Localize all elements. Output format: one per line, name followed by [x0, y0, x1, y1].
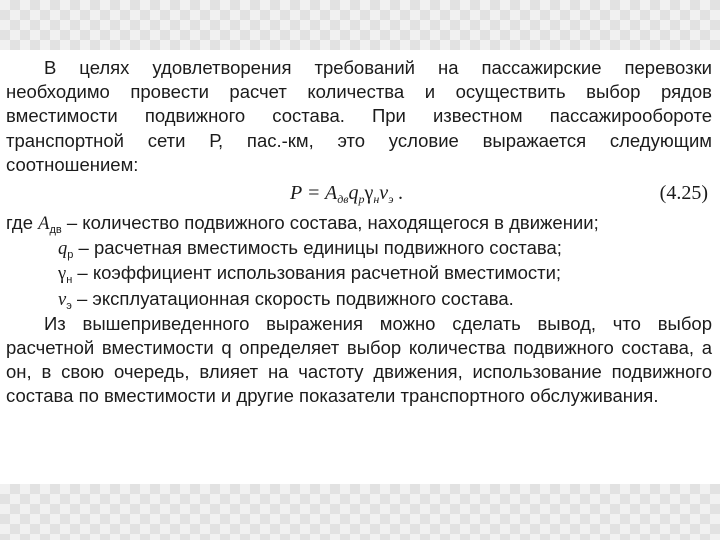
formula-row — [6, 177, 712, 211]
definition-item: $\gamma_н$ – коэффициент использования расчетной вместимости; — [58, 262, 562, 287]
formula-4-25: $P = A_{дв}q_р\gamma_нv_э$ . — [290, 182, 404, 207]
document-text — [6, 56, 712, 409]
definition-item: где $A_{дв}$ – количество подвижного состава, находящегося в движении; — [6, 212, 599, 237]
definitions-list — [6, 211, 712, 312]
document-page — [0, 50, 720, 484]
definition-item: $v_э$ – эксплуатационная скорость подвижного состава. — [58, 287, 514, 312]
equation-number: (4.25) — [659, 182, 708, 205]
definition-item: $q_р$ – расчетная вместимость единицы подвижного состава; — [58, 237, 562, 262]
paragraph-conclusion: Из вышеприведенного выражения можно сделать вывод, что выбор расчетной вместимости q определяет выбор количества подвижного состава, а он, в свою очередь, влияет на частоту движения, использование подвижного состава по вместимости и другие показатели транспортного обслуживания. — [6, 312, 712, 407]
checkerboard-background-bottom — [0, 484, 720, 540]
paragraph-intro: В целях удовлетворения требований на пассажирские перевозки необходимо провести расчет количества и осуществить выбор рядов вместимости подвижного состава. При известном пассажирообороте транспортной сети Р, пас.-км, это условие выражается следующим соотношением: — [6, 57, 712, 175]
checkerboard-background-top — [0, 0, 720, 50]
